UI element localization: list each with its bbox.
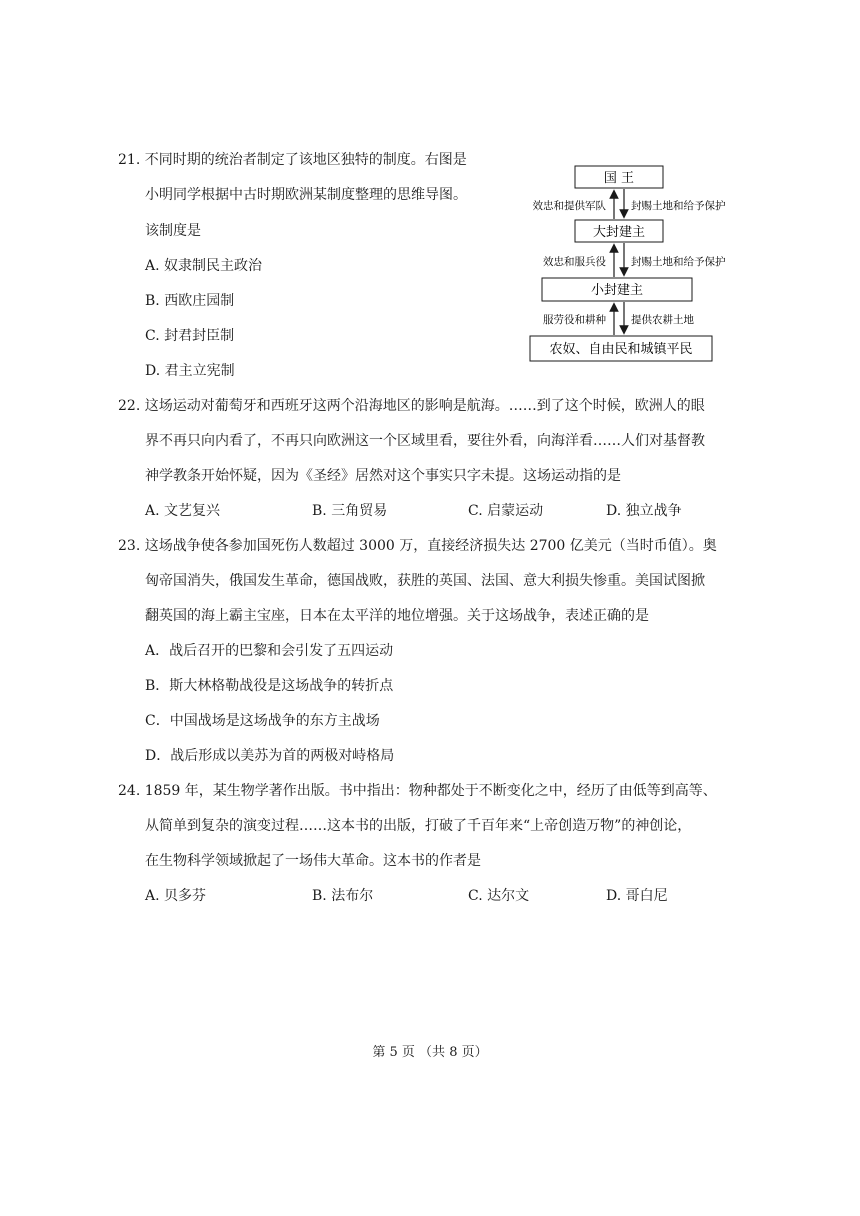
q23-option-a: A．战后召开的巴黎和会引发了五四运动	[145, 643, 394, 659]
q23-stem-line-3: 翻英国的海上霸主宝座，日本在太平洋的地位增强。关于这场战争，表述正确的是	[145, 608, 649, 624]
diagram-down-label-2: 封赐土地和给予保护	[631, 256, 726, 268]
q22-option-d: D. 独立战争	[606, 503, 682, 519]
q22-stem-line-3: 神学教条开始怀疑，因为《圣经》居然对这个事实只字未提。这场运动指的是	[145, 468, 621, 484]
q23-option-b: B．斯大林格勒战役是这场战争的转折点	[145, 678, 394, 694]
q22-option-c: C. 启蒙运动	[468, 503, 544, 519]
q24-stem-line-1: 24. 1859 年，某生物学著作出版。书中指出：物种都处于不断变化之中，经历了由低等到高等、	[118, 783, 717, 799]
feudal-hierarchy-diagram	[500, 158, 770, 368]
diagram-down-label-1: 封赐土地和给予保护	[631, 200, 726, 212]
diagram-up-label-1: 效忠和提供军队	[532, 200, 606, 212]
diagram-up-label-3: 服劳役和耕种	[543, 314, 606, 326]
diagram-box-great-lord-label: 大封建主	[592, 225, 646, 240]
q22-stem-line-2: 界不再只向内看了，不再只向欧洲这一个区域里看，要往外看，向海洋看……人们对基督教	[145, 433, 705, 449]
q22-option-a: A. 文艺复兴	[145, 503, 221, 519]
q23-stem-line-1: 23. 这场战争使各参加国死伤人数超过 3000 万，直接经济损失达 2700 亿美元（当时币值）。奥	[118, 538, 717, 554]
q24-stem-line-3: 在生物科学领域掀起了一场伟大革命。这本书的作者是	[145, 853, 481, 869]
q21-stem-line-1: 21. 不同时期的统治者制定了该地区独特的制度。右图是	[118, 152, 467, 168]
diagram-box-minor-lord-label: 小封建主	[590, 283, 644, 298]
diagram-box-king-label: 国 王	[603, 171, 635, 186]
q21-option-a: A. 奴隶制民主政治	[145, 258, 263, 274]
q24-option-c: C. 达尔文	[468, 888, 530, 904]
q21-stem-line-2: 小明同学根据中古时期欧洲某制度整理的思维导图。	[145, 187, 467, 203]
q24-option-a: A. 贝多芬	[145, 888, 207, 904]
q21-stem-line-3: 该制度是	[145, 223, 201, 239]
diagram-down-label-3: 提供农耕土地	[631, 314, 694, 326]
q24-option-d: D. 哥白尼	[606, 888, 668, 904]
q22-stem-line-1: 22. 这场运动对葡萄牙和西班牙这两个沿海地区的影响是航海。……到了这个时候，欧洲人的眼	[118, 398, 705, 414]
q21-option-b: B. 西欧庄园制	[145, 293, 235, 309]
diagram-up-label-2: 效忠和服兵役	[543, 256, 606, 268]
page-footer: 第 5 页 （共 8 页）	[372, 1045, 488, 1060]
q23-stem-line-2: 匈帝国消失，俄国发生革命，德国战败，获胜的英国、法国、意大利损失惨重。美国试图掀	[145, 573, 705, 589]
q23-option-c: C．中国战场是这场战争的东方主战场	[145, 713, 380, 729]
q22-option-b: B. 三角贸易	[312, 503, 388, 519]
q21-option-d: D. 君主立宪制	[145, 363, 235, 379]
diagram-box-commoners-label: 农奴、自由民和城镇平民	[549, 342, 693, 357]
q24-option-b: B. 法布尔	[312, 888, 374, 904]
q24-stem-line-2: 从简单到复杂的演变过程……这本书的出版，打破了千百年来“上帝创造万物”的神创论，	[145, 818, 692, 834]
q23-option-d: D．战后形成以美苏为首的两极对峙格局	[145, 748, 395, 764]
q21-option-c: C. 封君封臣制	[145, 328, 235, 344]
